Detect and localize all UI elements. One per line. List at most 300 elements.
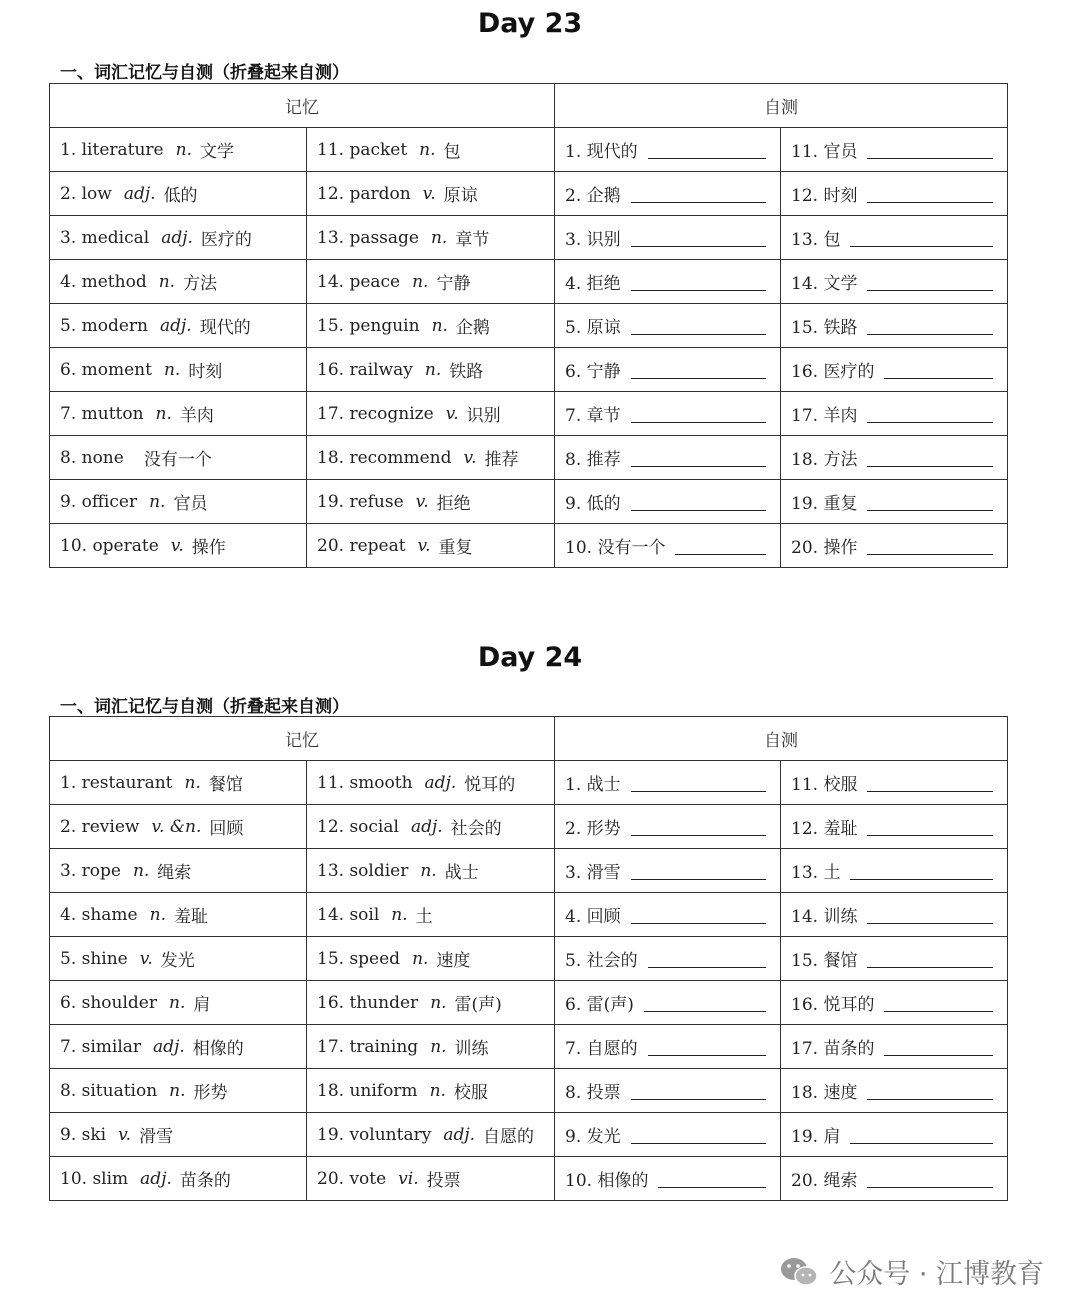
memory-cell [307, 805, 555, 849]
memory-cell [307, 1157, 555, 1201]
self-test-prompt: 17. 羊肉 [791, 406, 858, 426]
vocab-word: 16. thunder [317, 992, 419, 1013]
self-test-prompt: 18. 速度 [791, 1083, 858, 1103]
vocab-meaning: 速度 [436, 951, 471, 971]
part-of-speech: adj. [161, 227, 193, 248]
vocab-word: 20. repeat [317, 535, 406, 556]
vocab-word: 13. passage [317, 227, 419, 248]
vocab-meaning: 章节 [455, 230, 490, 250]
self-test-prompt: 3. 滑雪 [565, 863, 621, 883]
vocab-meaning: 推荐 [484, 450, 519, 470]
answer-blank[interactable] [850, 228, 993, 247]
part-of-speech: n. [169, 992, 186, 1013]
self-test-cell [781, 937, 1008, 981]
memory-cell [50, 849, 307, 893]
memory-cell [307, 480, 555, 524]
memory-cell [307, 849, 555, 893]
part-of-speech: adj. [424, 772, 457, 793]
self-test-prompt: 20. 操作 [791, 538, 858, 558]
table-row [50, 348, 1008, 392]
answer-blank[interactable] [658, 1169, 766, 1188]
answer-blank[interactable] [631, 360, 766, 379]
part-of-speech: n. [419, 139, 436, 160]
answer-blank[interactable] [867, 536, 993, 555]
answer-blank[interactable] [850, 1125, 993, 1144]
self-test-prompt: 5. 社会的 [565, 951, 638, 971]
part-of-speech: v. [422, 183, 436, 204]
self-test-prompt: 10. 相像的 [565, 1171, 649, 1191]
vocab-word: 4. shame [60, 904, 138, 925]
vocab-word: 17. training [317, 1036, 419, 1057]
part-of-speech: n. [149, 491, 166, 512]
memory-cell [307, 981, 555, 1025]
self-test-cell [555, 128, 781, 172]
self-test-prompt: 9. 低的 [565, 494, 621, 514]
part-of-speech: n. [175, 139, 192, 160]
vocab-meaning: 苗条的 [179, 1171, 231, 1191]
self-test-prompt: 8. 推荐 [565, 450, 621, 470]
vocab-word: 4. method [60, 271, 147, 292]
answer-blank[interactable] [631, 272, 766, 291]
header-self-test: 自测 [555, 717, 1008, 761]
table-row [50, 1157, 1008, 1201]
self-test-cell [555, 260, 781, 304]
vocab-meaning: 悦耳的 [464, 775, 516, 795]
part-of-speech: vi. [398, 1168, 419, 1189]
day23-section-title: 一、词汇记忆与自测（折叠起来自测） [60, 63, 349, 83]
part-of-speech: adj. [160, 315, 192, 336]
answer-blank[interactable] [867, 905, 993, 924]
part-of-speech: v. [170, 535, 184, 556]
memory-cell [50, 128, 307, 172]
vocab-word: 12. social [317, 816, 399, 837]
self-test-cell [781, 260, 1008, 304]
memory-cell [307, 216, 555, 260]
vocab-word: 2. low [60, 183, 112, 204]
self-test-cell [781, 761, 1008, 805]
vocab-meaning: 战士 [444, 863, 479, 883]
part-of-speech: v. [463, 447, 477, 468]
vocab-meaning: 羊肉 [179, 406, 214, 426]
self-test-cell [781, 981, 1008, 1025]
vocab-meaning: 肩 [193, 995, 211, 1015]
self-test-cell [555, 216, 781, 260]
vocab-meaning: 操作 [191, 538, 226, 558]
part-of-speech: n. [420, 860, 437, 881]
answer-blank[interactable] [631, 404, 766, 423]
self-test-cell [781, 805, 1008, 849]
memory-cell [50, 1113, 307, 1157]
part-of-speech: n. [430, 1036, 447, 1057]
day23-title: Day 23 [477, 8, 583, 39]
self-test-cell [555, 937, 781, 981]
vocab-meaning: 训练 [454, 1039, 489, 1059]
answer-blank[interactable] [648, 949, 766, 968]
vocab-word: 18. uniform [317, 1080, 418, 1101]
vocab-word: 3. rope [60, 860, 121, 881]
memory-cell [50, 304, 307, 348]
self-test-prompt: 4. 拒绝 [565, 274, 621, 294]
vocab-word: 9. ski [60, 1124, 107, 1145]
vocab-meaning: 低的 [163, 186, 198, 206]
part-of-speech: n. [424, 359, 442, 380]
self-test-cell [555, 1069, 781, 1113]
memory-cell [50, 216, 307, 260]
table-row [50, 304, 1008, 348]
vocab-word: 11. smooth [317, 772, 413, 793]
table-row [50, 1025, 1008, 1069]
vocab-word: 15. speed [317, 948, 401, 969]
table-row [50, 1069, 1008, 1113]
self-test-cell [555, 524, 781, 568]
self-test-cell [781, 893, 1008, 937]
vocab-meaning: 宁静 [436, 274, 471, 294]
table-row [50, 849, 1008, 893]
self-test-prompt: 14. 训练 [791, 907, 858, 927]
vocab-word: 16. railway [317, 359, 413, 380]
answer-blank[interactable] [631, 316, 766, 335]
memory-cell [307, 761, 555, 805]
memory-cell [50, 348, 307, 392]
vocab-meaning: 社会的 [450, 819, 502, 839]
vocab-word: 19. refuse [317, 491, 404, 512]
vocab-word: 17. recognize [317, 403, 434, 424]
answer-blank[interactable] [631, 773, 766, 792]
self-test-prompt: 11. 校服 [791, 775, 858, 795]
part-of-speech: n. [431, 315, 448, 336]
self-test-prompt: 7. 章节 [565, 406, 621, 426]
memory-cell [50, 1025, 307, 1069]
self-test-prompt: 3. 识别 [565, 230, 621, 250]
vocab-meaning: 绳索 [157, 863, 192, 883]
memory-cell [50, 981, 307, 1025]
self-test-cell [781, 1157, 1008, 1201]
table-row [50, 216, 1008, 260]
self-test-cell [781, 436, 1008, 480]
self-test-cell [555, 981, 781, 1025]
vocab-word: 7. similar [60, 1036, 142, 1057]
self-test-prompt: 12. 羞耻 [791, 819, 858, 839]
memory-cell [50, 392, 307, 436]
self-test-prompt: 5. 原谅 [565, 318, 621, 338]
answer-blank[interactable] [867, 1081, 993, 1100]
self-test-prompt: 4. 回顾 [565, 907, 621, 927]
memory-cell [50, 260, 307, 304]
memory-cell [50, 436, 307, 480]
self-test-cell [781, 172, 1008, 216]
part-of-speech: n. [158, 271, 176, 292]
vocab-meaning: 识别 [466, 406, 501, 426]
self-test-cell [555, 392, 781, 436]
self-test-prompt: 13. 包 [791, 230, 841, 250]
vocab-meaning: 羞耻 [173, 907, 208, 927]
day23-vocab-table [49, 83, 1008, 568]
memory-cell [307, 1025, 555, 1069]
self-test-prompt: 15. 餐馆 [791, 951, 858, 971]
vocab-meaning: 形势 [193, 1083, 228, 1103]
vocab-meaning: 现代的 [199, 318, 251, 338]
table-row [50, 937, 1008, 981]
part-of-speech: n. [430, 227, 448, 248]
header-memory: 记忆 [50, 84, 555, 128]
self-test-cell [781, 348, 1008, 392]
self-test-cell [781, 128, 1008, 172]
vocab-word: 9. officer [60, 491, 138, 512]
table-row [50, 172, 1008, 216]
self-test-prompt: 6. 雷(声) [565, 995, 634, 1015]
vocab-word: 20. vote [317, 1168, 387, 1189]
answer-blank[interactable] [631, 228, 766, 247]
vocab-meaning: 医疗的 [200, 230, 252, 250]
answer-blank[interactable] [867, 448, 993, 467]
vocab-word: 2. review [60, 816, 140, 837]
self-test-prompt: 2. 企鹅 [565, 186, 621, 206]
memory-cell [50, 480, 307, 524]
part-of-speech: n. [149, 904, 166, 925]
part-of-speech: v. &n. [151, 816, 202, 837]
part-of-speech: n. [184, 772, 201, 793]
self-test-cell [781, 392, 1008, 436]
self-test-cell [555, 304, 781, 348]
vocab-word: 14. soil [317, 904, 380, 925]
vocab-meaning: 包 [443, 142, 461, 162]
part-of-speech: n. [132, 860, 150, 881]
self-test-cell [781, 849, 1008, 893]
self-test-prompt: 7. 自愿的 [565, 1039, 638, 1059]
vocab-meaning: 相像的 [192, 1039, 244, 1059]
answer-blank[interactable] [675, 536, 766, 555]
memory-cell [50, 893, 307, 937]
footer-text: 公众号 · 江博教育 [829, 1259, 1044, 1290]
self-test-prompt: 19. 肩 [791, 1127, 841, 1147]
memory-cell [50, 937, 307, 981]
vocab-word: 6. shoulder [60, 992, 157, 1013]
answer-blank[interactable] [631, 861, 766, 880]
self-test-prompt: 13. 土 [791, 863, 841, 883]
answer-blank[interactable] [867, 140, 993, 159]
self-test-prompt: 1. 现代的 [565, 142, 638, 162]
part-of-speech: n. [163, 359, 181, 380]
self-test-prompt: 11. 官员 [791, 142, 858, 162]
self-test-cell [555, 436, 781, 480]
self-test-prompt: 19. 重复 [791, 494, 858, 514]
vocab-meaning: 土 [415, 907, 433, 927]
part-of-speech: v. [417, 535, 431, 556]
memory-cell [307, 1069, 555, 1113]
memory-cell [50, 761, 307, 805]
vocab-word: 6. moment [60, 359, 152, 380]
self-test-cell [555, 172, 781, 216]
vocab-word: 5. shine [60, 948, 128, 969]
table-row [50, 524, 1008, 568]
answer-blank[interactable] [867, 773, 993, 792]
answer-blank[interactable] [850, 861, 993, 880]
self-test-cell [781, 480, 1008, 524]
part-of-speech: v. [415, 491, 429, 512]
memory-cell [307, 392, 555, 436]
header-memory: 记忆 [50, 717, 555, 761]
vocab-word: 15. penguin [317, 315, 420, 336]
self-test-cell [555, 1025, 781, 1069]
vocab-word: 10. operate [60, 535, 159, 556]
vocab-word: 3. medical [60, 227, 150, 248]
vocab-meaning: 没有一个 [143, 450, 212, 470]
self-test-cell [555, 480, 781, 524]
vocab-meaning: 拒绝 [436, 494, 471, 514]
vocab-meaning: 自愿的 [483, 1127, 535, 1147]
self-test-cell [555, 849, 781, 893]
vocab-word: 12. pardon [317, 183, 411, 204]
memory-cell [307, 893, 555, 937]
part-of-speech: n. [412, 948, 429, 969]
self-test-prompt: 16. 医疗的 [791, 362, 875, 382]
answer-blank[interactable] [867, 1169, 993, 1188]
answer-blank[interactable] [644, 993, 766, 1012]
self-test-prompt: 8. 投票 [565, 1083, 621, 1103]
table-row [50, 893, 1008, 937]
answer-blank[interactable] [631, 448, 766, 467]
part-of-speech: n. [412, 271, 429, 292]
vocab-meaning: 方法 [183, 274, 218, 294]
table-row [50, 981, 1008, 1025]
answer-blank[interactable] [884, 1037, 993, 1056]
part-of-speech: v. [139, 948, 153, 969]
self-test-cell [555, 1113, 781, 1157]
self-test-cell [555, 761, 781, 805]
answer-blank[interactable] [648, 140, 766, 159]
vocab-meaning: 投票 [426, 1171, 461, 1191]
vocab-meaning: 滑雪 [139, 1127, 174, 1147]
vocab-word: 1. restaurant [60, 772, 173, 793]
self-test-prompt: 10. 没有一个 [565, 538, 666, 558]
memory-cell [307, 524, 555, 568]
answer-blank[interactable] [867, 184, 993, 203]
vocab-word: 8. situation [60, 1080, 158, 1101]
answer-blank[interactable] [631, 492, 766, 511]
memory-cell [307, 1113, 555, 1157]
answer-blank[interactable] [867, 404, 993, 423]
table-row [50, 260, 1008, 304]
answer-blank[interactable] [867, 949, 993, 968]
table-header-row [50, 717, 1008, 761]
self-test-cell [555, 1157, 781, 1201]
answer-blank[interactable] [631, 184, 766, 203]
vocab-meaning: 雷(声) [454, 995, 502, 1015]
self-test-cell [781, 524, 1008, 568]
vocab-word: 8. none [60, 447, 124, 468]
vocab-meaning: 官员 [173, 494, 208, 514]
memory-cell [307, 436, 555, 480]
self-test-cell [781, 216, 1008, 260]
vocab-meaning: 原谅 [443, 186, 478, 206]
self-test-cell [781, 304, 1008, 348]
vocab-meaning: 校服 [453, 1083, 488, 1103]
answer-blank[interactable] [631, 1081, 766, 1100]
header-self-test: 自测 [555, 84, 1008, 128]
table-row [50, 761, 1008, 805]
vocab-word: 10. slim [60, 1168, 129, 1189]
self-test-prompt: 18. 方法 [791, 450, 858, 470]
day24-vocab-table [49, 716, 1008, 1201]
memory-cell [50, 805, 307, 849]
answer-blank[interactable] [884, 993, 993, 1012]
answer-blank[interactable] [867, 492, 993, 511]
memory-cell [50, 1069, 307, 1113]
self-test-prompt: 1. 战士 [565, 775, 621, 795]
self-test-prompt: 6. 宁静 [565, 362, 621, 382]
self-test-prompt: 20. 绳索 [791, 1171, 858, 1191]
memory-cell [50, 172, 307, 216]
wechat-icon [779, 1256, 819, 1288]
vocab-word: 1. literature [60, 139, 164, 160]
self-test-prompt: 2. 形势 [565, 819, 621, 839]
answer-blank[interactable] [631, 817, 766, 836]
memory-cell [307, 172, 555, 216]
vocab-meaning: 企鹅 [455, 318, 490, 338]
memory-cell [307, 128, 555, 172]
vocab-word: 7. mutton [60, 403, 144, 424]
table-row [50, 128, 1008, 172]
day24-section-title: 一、词汇记忆与自测（折叠起来自测） [60, 697, 349, 717]
self-test-cell [781, 1069, 1008, 1113]
self-test-cell [555, 805, 781, 849]
answer-blank[interactable] [631, 905, 766, 924]
vocab-word: 19. voluntary [317, 1124, 432, 1145]
answer-blank[interactable] [867, 817, 993, 836]
part-of-speech: n. [430, 992, 447, 1013]
vocab-meaning: 铁路 [449, 362, 484, 382]
part-of-speech: n. [429, 1080, 446, 1101]
part-of-speech: v. [445, 403, 459, 424]
part-of-speech: adj. [123, 183, 156, 204]
answer-blank[interactable] [648, 1037, 766, 1056]
self-test-prompt: 12. 时刻 [791, 186, 858, 206]
answer-blank[interactable] [867, 316, 993, 335]
part-of-speech: adj. [443, 1124, 476, 1145]
part-of-speech: adj. [140, 1168, 172, 1189]
memory-cell [307, 260, 555, 304]
vocab-word: 11. packet [317, 139, 408, 160]
table-row [50, 436, 1008, 480]
footer-brand [779, 1252, 1044, 1291]
vocab-meaning: 餐馆 [208, 775, 243, 795]
vocab-meaning: 发光 [160, 951, 195, 971]
part-of-speech: n. [155, 403, 172, 424]
self-test-prompt: 15. 铁路 [791, 318, 858, 338]
vocab-meaning: 回顾 [209, 819, 244, 839]
self-test-prompt: 9. 发光 [565, 1127, 621, 1147]
self-test-prompt: 14. 文学 [791, 274, 858, 294]
vocab-word: 18. recommend [317, 447, 452, 468]
part-of-speech: adj. [410, 816, 443, 837]
answer-blank[interactable] [884, 360, 993, 379]
table-row [50, 805, 1008, 849]
part-of-speech: adj. [153, 1036, 185, 1057]
self-test-prompt: 17. 苗条的 [791, 1039, 875, 1059]
answer-blank[interactable] [867, 272, 993, 291]
part-of-speech: v. [118, 1124, 132, 1145]
answer-blank[interactable] [631, 1125, 766, 1144]
memory-cell [50, 524, 307, 568]
self-test-prompt: 16. 悦耳的 [791, 995, 875, 1015]
vocab-word: 5. modern [60, 315, 148, 336]
memory-cell [307, 937, 555, 981]
part-of-speech: n. [169, 1080, 186, 1101]
table-row [50, 480, 1008, 524]
day24-title: Day 24 [477, 642, 583, 673]
memory-cell [307, 348, 555, 392]
vocab-word: 13. soldier [317, 860, 409, 881]
